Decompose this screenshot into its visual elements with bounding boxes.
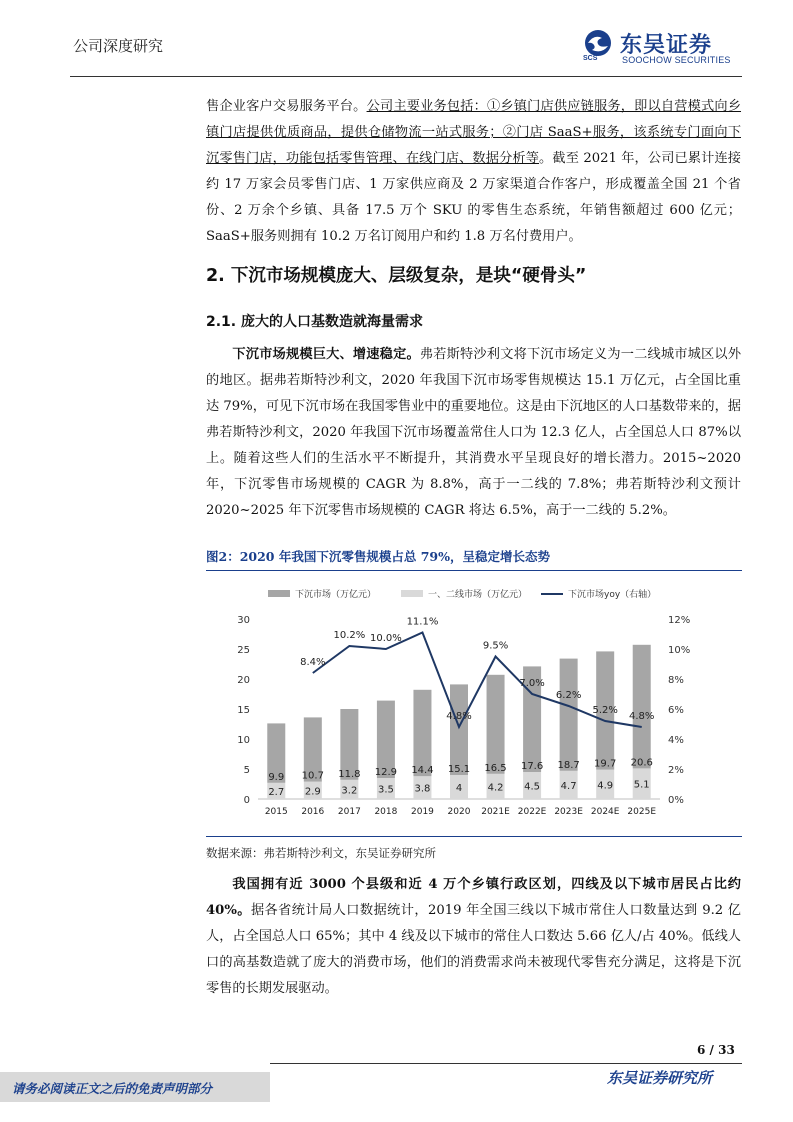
x-tick-label: 2017	[337, 807, 361, 817]
intro-text-1: 售企业客户交易服务平台。	[206, 99, 367, 114]
bar-lower-tier	[447, 684, 471, 775]
x-tick-label: 2018	[374, 807, 398, 817]
figure-top-rule	[206, 570, 742, 571]
yoy-label: 7.0%	[519, 678, 545, 689]
left-tick-label: 10	[237, 735, 250, 746]
disclaimer-box	[0, 1072, 270, 1102]
legend-label: 下沉市场yoy（右轴）	[568, 590, 657, 600]
bar-label-lower-tier: 18.7	[557, 759, 580, 771]
x-tick-label: 2019	[411, 807, 434, 817]
yoy-label: 5.2%	[592, 705, 618, 716]
population-body: 据各省统计局人口数据统计，2019 年全国三线以下城市常住人口数量达到 9.2 亿人，占全国总人口 65%；其中 4 线及以下城市的常住人口数达 5.66 亿人/占 40%。低线人口的高基数造就了庞大的消费市场，他们的消费需求尚未被现代零售充分满足，这将是下沉零售的长期发展驱动。	[206, 903, 741, 996]
yoy-label: 10.0%	[370, 633, 402, 644]
figure-source: 数据来源：弗若斯特沙利文，东吴证券研究所	[206, 846, 436, 860]
bar-label-tier12: 3.2	[341, 785, 358, 797]
right-tick-label: 2%	[668, 765, 684, 776]
bar-label-tier12: 4.5	[524, 781, 541, 793]
company-logo	[580, 28, 740, 68]
header-divider	[70, 76, 742, 77]
market-size-body: 弗若斯特沙利文将下沉市场定义为一二线城市城区以外的地区。据弗若斯特沙利文，2020 年我国下沉市场零售规模达 15.1 万亿元，占全国比重达 79%，可见下沉市场在我国零售业中的重要地位。这是由下沉地区的人口基数带来的，据弗若斯特沙利文，2020 年我国下沉市场覆盖常住人口为 12.3 亿人，占全国总人口 87%以上。随着这些人们的生活水平不断提升，其消费水平呈现良好的增长潜力。2015~2020 年，下沉零售市场规模的 CAGR 为 8.8%，高于一二线的 7.8%；弗若斯特沙利文预计 2020~2025 年下沉零售市场规模的 CAGR 将达 6.5%，高于一二线的 5.2%。	[206, 347, 742, 518]
yoy-label: 10.2%	[333, 630, 366, 641]
chart-legend	[268, 588, 656, 600]
right-tick-label: 4%	[668, 735, 684, 746]
yoy-label: 4.8%	[629, 711, 655, 722]
left-tick-label: 25	[237, 645, 250, 656]
bar-label-lower-tier: 20.6	[630, 757, 653, 769]
bar-lower-tier	[487, 675, 505, 774]
left-tick-label: 20	[237, 675, 250, 686]
yoy-label: 6.2%	[555, 690, 582, 701]
right-axis-ticks	[668, 615, 690, 806]
intro-text-3: 。截至 2021 年，公司已累计连接约 17 万家会员零售门店、1 万家供应商及 2 万家渠道合作客户，形成覆盖全国 21 个省份、2 万余个乡镇、具备 17.5 万个 SKU 的零售生态系统，年销售额超过 600 亿元；SaaS+服务则拥有 10.2 万名订阅用户和约 1.8 万名付费用户。	[206, 151, 741, 244]
bar-label-tier12: 5.1	[633, 779, 650, 791]
figure-bottom-rule	[206, 836, 742, 837]
legend-swatch	[401, 590, 423, 597]
left-tick-label: 0	[243, 795, 250, 806]
retail-scale-chart	[206, 574, 742, 834]
yoy-label: 11.1%	[406, 616, 439, 628]
yoy-label: 8.4%	[300, 657, 326, 668]
bar-label-lower-tier: 15.1	[447, 764, 471, 775]
bar-label-tier12: 3.5	[377, 784, 394, 796]
intro-business-text: 公司主要业务包括：①乡镇门店供应链服务，即以自营模式向乡镇门店提供优质商品，提供仓储物流一站式服务；②门店 SaaS+服务，该系统专门面向下沉零售门店，功能包括零售管理、在线门店、数据分析等	[206, 99, 742, 166]
header-section-label: 公司深度研究	[73, 37, 164, 55]
bar-label-tier12: 2.9	[304, 786, 321, 798]
x-tick-label: 2020	[447, 807, 471, 817]
bar-lower-tier	[630, 645, 653, 769]
bar-label-lower-tier: 16.5	[484, 762, 507, 774]
section-heading: 2. 下沉市场规模庞大、层级复杂，是块“硬骨头”	[206, 266, 587, 286]
bar-lower-tier	[557, 659, 580, 771]
x-tick-label: 2023E	[554, 807, 583, 817]
x-tick-label: 2016	[301, 807, 325, 817]
population-lead: 我国拥有近 3000 个县级和近 4 万个乡镇行政区划，四线及以下城市居民占比约 40%。	[206, 877, 741, 918]
legend-label: 下沉市场（万亿元）	[295, 590, 377, 600]
right-tick-label: 6%	[668, 705, 684, 716]
logo-english-name: SOOCHOW SECURITIES	[622, 55, 731, 65]
x-tick-label: 2021E	[481, 807, 510, 817]
bar-label-lower-tier: 9.9	[268, 771, 285, 783]
bar-label-tier12: 4.9	[597, 780, 614, 792]
right-tick-label: 0%	[668, 795, 684, 806]
bar-label-lower-tier: 11.8	[338, 768, 361, 780]
page-number: 6 / 33	[697, 1043, 735, 1057]
figure-title: 图2：2020 年我国下沉零售规模占总 79%，呈稳定增长态势	[206, 549, 550, 564]
bar-label-lower-tier: 19.7	[594, 758, 617, 770]
bar-label-tier12: 4	[455, 783, 463, 794]
right-tick-label: 10%	[668, 645, 691, 656]
intro-paragraph	[206, 94, 741, 250]
bar-label-lower-tier: 14.4	[411, 765, 434, 777]
population-paragraph	[206, 872, 741, 1002]
subsection-heading: 2.1. 庞大的人口基数造就海量需求	[206, 314, 423, 330]
chart-x-labels	[265, 807, 657, 817]
bar-lower-tier	[411, 690, 434, 777]
logo-chinese-name: 东吴证券	[620, 33, 713, 58]
left-tick-label: 15	[237, 705, 250, 716]
logo-abbr: SCS	[583, 55, 598, 62]
x-tick-label: 2015	[264, 807, 288, 817]
x-tick-label: 2024E	[590, 807, 620, 817]
right-tick-label: 12%	[668, 615, 691, 626]
bar-label-lower-tier: 10.7	[301, 770, 324, 782]
x-tick-label: 2025E	[627, 807, 657, 817]
yoy-label: 4.8%	[446, 711, 472, 722]
yoy-label: 9.5%	[482, 640, 509, 652]
left-axis-ticks	[237, 615, 250, 806]
market-size-paragraph	[206, 342, 741, 524]
bar-label-tier12: 4.2	[487, 782, 504, 794]
legend-swatch	[268, 590, 290, 597]
disclaimer-text: 请务必阅读正文之后的免责声明部分	[12, 1081, 213, 1096]
footer-divider	[270, 1063, 742, 1064]
bar-label-tier12: 4.7	[560, 780, 577, 792]
right-tick-label: 8%	[668, 675, 684, 686]
bar-label-lower-tier: 12.9	[374, 767, 398, 778]
market-size-lead: 下沉市场规模巨大、增速稳定。	[232, 347, 420, 362]
bar-label-tier12: 3.8	[414, 783, 431, 795]
institute-name: 东吴证券研究所	[607, 1069, 713, 1087]
left-tick-label: 30	[237, 615, 250, 626]
legend-label: 一、二线市场（万亿元）	[428, 590, 528, 600]
bar-label-tier12: 2.7	[268, 786, 285, 798]
bar-label-lower-tier: 17.6	[520, 761, 544, 772]
x-tick-label: 2022E	[517, 807, 547, 817]
left-tick-label: 5	[243, 765, 250, 776]
